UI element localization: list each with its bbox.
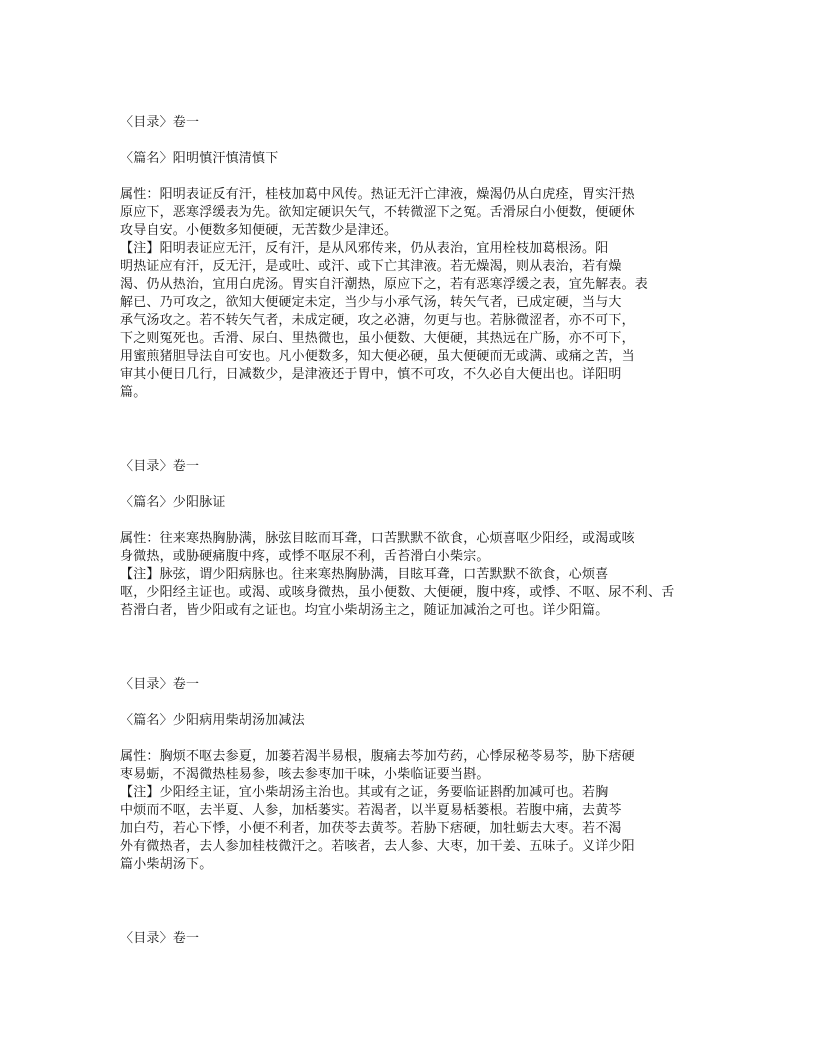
attribute-line: 身微热，或胁硬痛腹中疼，或悸不呕尿不利，舌苔滑白小柴宗。	[120, 549, 490, 564]
note-line: 【注】少阳经主证，宜小柴胡汤主治也。其或有之证，务要临证斟酌加减可也。若胸	[120, 785, 609, 800]
note-line: 外有微热者，去人参加桂枝微汗之。若咳者，去人参、大枣，加干姜、五味子。义详少阳	[120, 839, 635, 854]
note-line: 呕，少阳经主证也。或渴、或咳身微热，虽小便数、大便硬，腹中疼，或悸、不呕、尿不利、舌	[120, 585, 675, 600]
catalog-label: 〈目录〉卷一	[120, 931, 200, 946]
note-line: 【注】阳明表证应无汗，反有汗，是从风邪传来，仍从表治，宜用栓枝加葛根汤。阳	[120, 241, 609, 256]
note-line: 苔滑白者，皆少阳或有之证也。均宜小柴胡汤主之，随证加减治之可也。详少阳篇。	[120, 603, 609, 618]
section-title: 〈篇名〉少阳病用柴胡汤加减法	[120, 713, 305, 728]
note-line: 承气汤攻之。若不转矢气者，未成定硬，攻之必溏，勿更与也。若脉微涩者，亦不可下，	[120, 313, 635, 328]
note-line: 渴、仍从热治，宜用白虎汤。胃实自汗潮热，原应下之，若有恶寒浮缓之表，宜先解表。表	[120, 277, 649, 292]
note-line: 解已、乃可攻之，欲知大便硬定未定，当少与小承气汤，转矢气者，已成定硬，当与大	[120, 295, 622, 310]
catalog-label: 〈目录〉卷一	[120, 459, 200, 474]
note-line: 用蜜煎猪胆导法自可安也。凡小便数多，知大便必硬，虽大便硬而无或满、或痛之苦，当	[120, 349, 635, 364]
note-line: 中烦而不呕，去半夏、人参，加栝蒌实。若渴者，以半夏易栝蒌根。若腹中痛，去黄芩	[120, 803, 622, 818]
note-line: 篇小柴胡汤下。	[120, 857, 213, 872]
note-line: 篇。	[120, 385, 147, 400]
note-line: 【注】脉弦，谓少阳病脉也。往来寒热胸胁满，目眩耳聋，口苦默默不欲食，心烦喜	[120, 567, 609, 582]
attribute-line: 属性：胸烦不呕去参夏，加蒌若渴半易根，腹痛去芩加芍药，心悸尿秘苓易芩，胁下痞硬	[120, 749, 635, 764]
note-line: 明热证应有汗，反无汗，是或吐、或汗、或下亡其津液。若无燥渴，则从表治，若有燥	[120, 259, 622, 274]
catalog-label: 〈目录〉卷一	[120, 115, 200, 130]
section-title: 〈篇名〉少阳脉证	[120, 495, 226, 510]
section-title: 〈篇名〉阳明慎汗慎清慎下	[120, 151, 279, 166]
attribute-line: 枣易蛎，不渴微热桂易参，咳去参枣加干味，小柴临证要当斟。	[120, 767, 490, 782]
catalog-label: 〈目录〉卷一	[120, 677, 200, 692]
note-line: 下之则冤死也。舌滑、尿白、里热微也，虽小便数、大便硬，其热远在广肠，亦不可下，	[120, 331, 635, 346]
attribute-line: 属性：往来寒热胸胁满，脉弦目眩而耳聋，口苦默默不欲食，心烦喜呕少阳经，或渴或咳	[120, 531, 635, 546]
attribute-line: 攻导自安。小便数多知便硬，无苦数少是津还。	[120, 223, 398, 238]
attribute-line: 原应下，恶寒浮缓表为先。欲知定硬识矢气，不转微涩下之冤。舌滑尿白小便数，便硬休	[120, 205, 635, 220]
note-line: 审其小便日几行，日减数少，是津液还于胃中，慎不可攻，不久必自大便出也。详阳明	[120, 367, 622, 382]
note-line: 加白芍，若心下悸，小便不利者，加茯苓去黄芩。若胁下痞硬，加牡蛎去大枣。若不渴	[120, 821, 622, 836]
attribute-line: 属性：阳明表证反有汗，桂枝加葛中风传。热证无汗亡津液，燥渴仍从白虎痊，胃实汗热	[120, 187, 635, 202]
